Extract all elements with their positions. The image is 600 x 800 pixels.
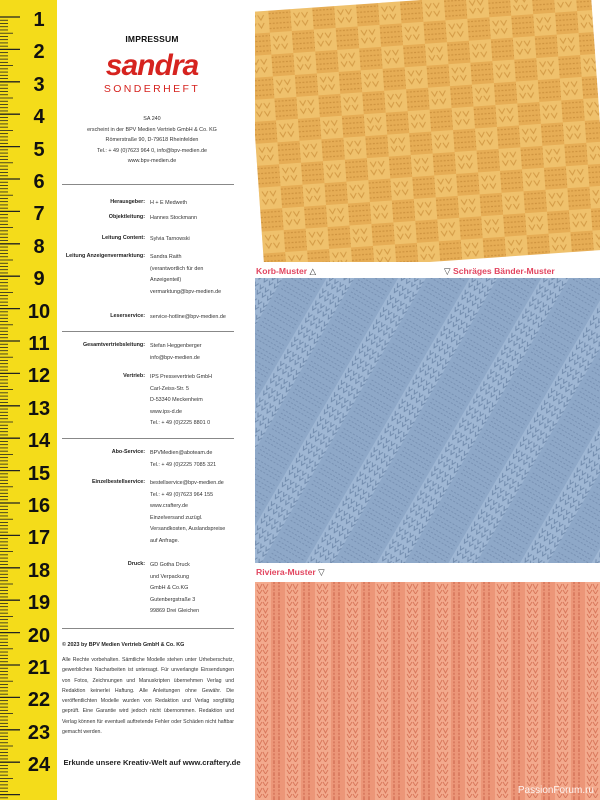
entry-value: auf Anfrage. xyxy=(150,537,180,544)
entry-value: service-hotline@bpv-medien.de xyxy=(150,314,226,320)
schraeges-baender-swatch xyxy=(255,278,600,563)
ruler-number: 22 xyxy=(27,689,51,712)
entry-value: Gutenbergstraße 3 xyxy=(150,596,196,603)
entry-label: Herausgeber: xyxy=(110,199,145,205)
entry-value: vermarktung@bpv-medien.de xyxy=(150,288,222,295)
ruler-number: 10 xyxy=(27,300,51,323)
publisher-phone: Tel.: + 49 (0)7623 964 0, info@bpv-medien.de xyxy=(97,147,207,154)
publisher-website: www.bpv-medien.de xyxy=(127,158,177,164)
entry-value: und Verpackung xyxy=(150,573,189,580)
ruler-number: 3 xyxy=(33,73,45,96)
impressum-column xyxy=(62,0,252,800)
korb-label-text: Korb-Muster xyxy=(256,266,308,276)
entry-value: IPS Pressevertrieb GmbH xyxy=(150,374,213,380)
ruler-number: 13 xyxy=(27,397,51,420)
entry-label: Leitung Anzeigenvermarktung: xyxy=(65,253,145,259)
entry-value: Hannes Stockmann xyxy=(150,215,198,221)
triangle-down-icon: ▽ xyxy=(318,567,325,577)
riviera-label-text: Riviera-Muster xyxy=(256,567,316,577)
entry-label: Druck: xyxy=(127,561,145,567)
entry-label: Leitung Content: xyxy=(101,235,145,241)
ruler-number: 4 xyxy=(33,106,45,129)
entry-label: Objektleitung: xyxy=(108,214,145,220)
watermark: PassionForum.ru xyxy=(517,785,594,796)
ruler-number: 9 xyxy=(33,268,45,291)
ruler-number: 5 xyxy=(33,138,45,161)
ruler-number: 24 xyxy=(27,754,51,777)
entry-value: H + E Medweth xyxy=(150,200,188,206)
ruler-number: 19 xyxy=(27,592,51,615)
entry-label: Abo-Service: xyxy=(111,449,145,455)
entry-value: www.ips-d.de xyxy=(150,408,183,415)
ruler-number: 6 xyxy=(33,171,45,193)
entry-label: Einzelbestellservice: xyxy=(91,479,145,485)
divider xyxy=(62,628,234,629)
blue-knit-texture xyxy=(255,278,600,563)
ruler-number: 14 xyxy=(27,430,51,453)
entry-value: D-53340 Meckenheim xyxy=(150,397,203,404)
coral-knit-texture xyxy=(255,582,600,800)
ruler-number: 16 xyxy=(27,495,51,517)
promo-line: Erkunde unsere Kreativ-Welt auf www.craftery.de xyxy=(63,758,241,767)
ruler-number: 21 xyxy=(27,657,51,679)
schraeg-label-text: Schräges Bänder-Muster xyxy=(453,266,555,276)
entry-value: GmbH & Co.KG xyxy=(150,585,189,592)
issue-code: SA 240 xyxy=(143,116,161,122)
korb-knit-texture xyxy=(255,0,600,262)
entry-value: Tel.: + 49 (0)2225 7085 321 xyxy=(150,461,217,468)
entry-value: Tel.: + 49 (0)7623 964 155 xyxy=(150,491,214,498)
divider xyxy=(62,331,234,332)
entry-value: www.craftery.de xyxy=(150,503,188,510)
entry-value: 99869 Drei Gleichen xyxy=(150,608,200,615)
entry-value: info@bpv-medien.de xyxy=(150,354,200,361)
sonderheft-logo-sub: SONDERHEFT xyxy=(103,83,201,95)
entry-value: Sandra Raith xyxy=(150,254,182,260)
korb-muster-swatch xyxy=(255,0,600,262)
entry-value: Stefan Heggenberger xyxy=(150,343,202,349)
entry-label: Gesamtvertriebsleitung: xyxy=(82,342,145,348)
entry-label: Leserservice: xyxy=(110,313,145,319)
publisher-name: erscheint in der BPV Medien Vertrieb GmbH & Co. KG xyxy=(87,126,217,133)
entry-value: (verantwortlich für den xyxy=(150,265,204,272)
entry-value: bestellservice@bpv-medien.de xyxy=(150,480,224,486)
ruler-number: 11 xyxy=(28,333,50,355)
divider xyxy=(62,184,234,185)
entry-value: Carl-Zeiss-Str. 5 xyxy=(150,385,189,392)
entry-label: Vertrieb: xyxy=(123,373,145,379)
entry-value: Versandkosten, Auslandspreise xyxy=(150,526,226,533)
entry-value: Sylvia Tarnowski xyxy=(150,236,190,242)
ruler-number: 12 xyxy=(27,365,51,388)
page-title: IMPRESSUM xyxy=(125,34,179,44)
triangle-up-icon: △ xyxy=(309,266,317,276)
entry-value: Tel.: + 49 (0)2225 8801 0 xyxy=(150,420,211,427)
entry-value: GD Gotha Druck xyxy=(150,562,190,568)
korb-muster-label xyxy=(256,266,316,276)
triangle-down-icon: ▽ xyxy=(444,266,451,276)
divider xyxy=(62,438,234,439)
publisher-address: Römerstraße 90, D-79618 Rheinfelden xyxy=(105,137,199,143)
schraeg-muster-label xyxy=(444,266,555,276)
entry-value: BPVMedien@aboteam.de xyxy=(150,450,213,456)
ruler-number: 17 xyxy=(27,527,51,550)
ruler-number: 8 xyxy=(33,235,45,258)
riviera-muster-swatch xyxy=(255,582,600,800)
ruler-number: 2 xyxy=(33,41,45,64)
measuring-ruler xyxy=(0,0,57,800)
entry-value: Einzelversand zuzügl. xyxy=(150,514,203,521)
ruler-number: 15 xyxy=(27,462,51,485)
ruler-number: 20 xyxy=(27,624,51,647)
publisher-info xyxy=(62,114,242,167)
entry-value: Anzeigenteil) xyxy=(150,277,182,284)
ruler-number: 18 xyxy=(27,559,51,582)
ruler-number: 7 xyxy=(33,203,45,226)
copyright-line: © 2023 by BPV Medien Vertrieb GmbH & Co. KG xyxy=(62,642,185,648)
riviera-muster-label xyxy=(256,567,325,577)
legal-text: Alle Rechte vorbehalten. Sämtliche Modelle stehen unter Urheberschutz, gewerbliches Nacharbeiten ist untersagt. Für unverlangte Einsendungen von Fotos, Zeichnungen und Manuskripten übernehmen Verlag und Redaktion keinerlei Haftung. Alle Anleitungen ohne Gewähr. Die veröffentlichten Modelle wurden von Redaktion und Verlag sorgfältig geprüft. Eine Garantie wird jedoch nicht übernommen. Redaktion und Verlag können für eventuell auftretende Fehler oder Schäden nicht haftbar gemacht werden. xyxy=(62,657,234,736)
ruler-number: 23 xyxy=(27,721,51,744)
ruler-number: 1 xyxy=(33,9,45,31)
sandra-logo: sandra xyxy=(105,49,199,82)
